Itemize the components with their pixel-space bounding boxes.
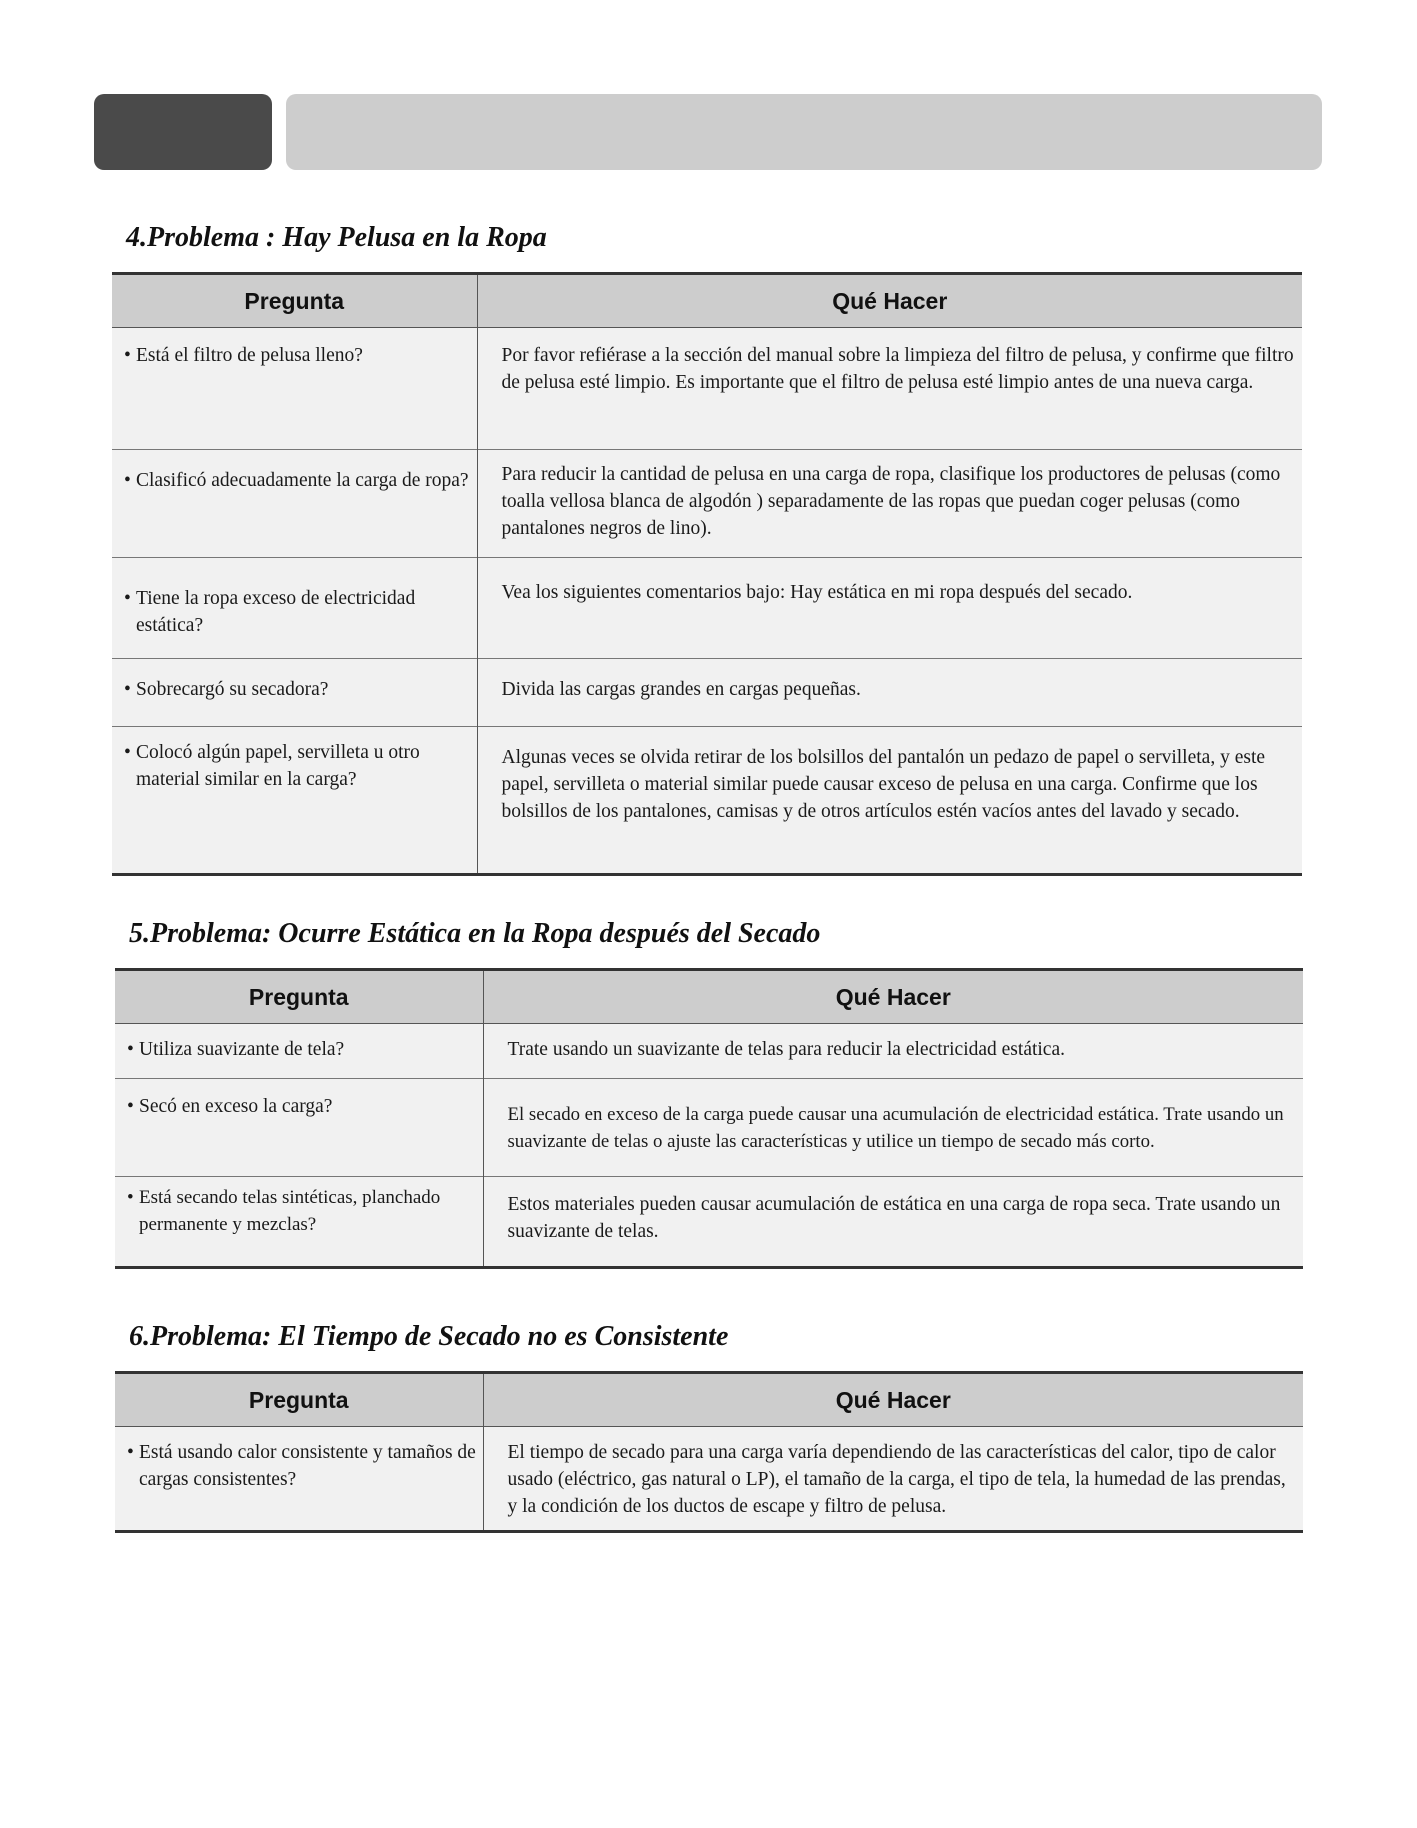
answer-text: Estos materiales pueden causar acumulación de estática en una carga de ropa seca. Trate usando un suavizante de telas. <box>507 1194 1281 1242</box>
question-text: Sobrecargó su secadora? <box>136 679 329 700</box>
column-header-question: Pregunta <box>115 1373 483 1427</box>
table-row <box>112 558 1302 659</box>
question-text: Clasificó adecuadamente la carga de ropa? <box>136 470 469 491</box>
answer-text: Para reducir la cantidad de pelusa en una carga de ropa, clasifique los productores de pelusas (como toalla vellosa blanca de algodón ) separadamente de las ropas que puedan coger pelusas (como pantalones negros de lino). <box>501 464 1281 539</box>
question-text: Tiene la ropa exceso de electricidad estática? <box>136 588 416 636</box>
answer-text: El tiempo de secado para una carga varía dependiendo de las características del calor, tipo de calor usado (eléctrico, gas natural o LP), el tamaño de la carga, el tipo de tela, la humedad de las prendas, y la condición de los ductos de escape y filtro de pelusa. <box>507 1442 1286 1517</box>
section-title: 5.Problema: Ocurre Estática en la Ropa después del Secado <box>129 918 821 949</box>
header-tab-bar <box>286 94 1322 170</box>
bullet-icon: • <box>127 1442 134 1463</box>
bullet-icon: • <box>127 1187 134 1208</box>
table-row <box>112 328 1302 450</box>
table-row <box>112 450 1302 558</box>
bullet-icon: • <box>127 1039 134 1060</box>
answer-text: El secado en exceso de la carga puede causar una acumulación de electricidad estática. Trate usando un suavizante de telas o ajuste las características y utilice un tiempo de secado más corto. <box>507 1104 1284 1152</box>
question-text: Está secando telas sintéticas, planchado permanente y mezclas? <box>139 1187 441 1235</box>
section-title: 4.Problema : Hay Pelusa en la Ropa <box>126 222 547 253</box>
table-row <box>112 659 1302 727</box>
column-header-answer: Qué Hacer <box>483 1373 1303 1427</box>
question-text: Está el filtro de pelusa lleno? <box>136 345 363 366</box>
answer-text: Divida las cargas grandes en cargas pequeñas. <box>501 679 861 700</box>
answer-text: Por favor refiérase a la sección del manual sobre la limpieza del filtro de pelusa, y confirme que filtro de pelusa esté limpio. Es importante que el filtro de pelusa esté limpio antes de una nueva carga. <box>501 345 1294 393</box>
bullet-icon: • <box>124 470 131 491</box>
table-row <box>115 1427 1303 1532</box>
question-text: Está usando calor consistente y tamaños de cargas consistentes? <box>139 1442 476 1490</box>
table-row <box>115 1177 1303 1268</box>
qa-table <box>115 968 1303 1269</box>
answer-text: Algunas veces se olvida retirar de los bolsillos del pantalón un pedazo de papel o servilleta, y este papel, servilleta o material similar puede causar exceso de pelusa en una carga. Confirme que los bolsillos de los pantalones, camisas y de otros artículos estén vacíos antes del lavado y secado. <box>501 747 1266 822</box>
table-row <box>115 1079 1303 1177</box>
section-title: 6.Problema: El Tiempo de Secado no es Consistente <box>129 1321 729 1352</box>
column-header-question: Pregunta <box>115 970 483 1024</box>
section-5 <box>115 914 1303 1269</box>
header-tab-dark <box>94 94 272 170</box>
column-header-answer: Qué Hacer <box>483 970 1303 1024</box>
bullet-icon: • <box>124 679 131 700</box>
bullet-icon: • <box>124 588 131 609</box>
table-row <box>112 727 1302 875</box>
section-6 <box>115 1317 1303 1533</box>
column-header-question: Pregunta <box>112 274 477 328</box>
question-text: Colocó algún papel, servilleta u otro material similar en la carga? <box>136 742 420 790</box>
table-header-row <box>112 274 1302 328</box>
bullet-icon: • <box>127 1096 134 1117</box>
qa-table <box>112 272 1302 876</box>
question-text: Secó en exceso la carga? <box>139 1096 333 1117</box>
bullet-icon: • <box>124 345 131 366</box>
table-header-row <box>115 1373 1303 1427</box>
qa-table <box>115 1371 1303 1533</box>
column-header-answer: Qué Hacer <box>477 274 1302 328</box>
bullet-icon: • <box>124 742 131 763</box>
table-row <box>115 1024 1303 1079</box>
question-text: Utiliza suavizante de tela? <box>139 1039 345 1060</box>
answer-text: Trate usando un suavizante de telas para reducir la electricidad estática. <box>507 1039 1065 1060</box>
answer-text: Vea los siguientes comentarios bajo: Hay estática en mi ropa después del secado. <box>501 582 1133 603</box>
table-header-row <box>115 970 1303 1024</box>
section-4 <box>112 218 1302 876</box>
